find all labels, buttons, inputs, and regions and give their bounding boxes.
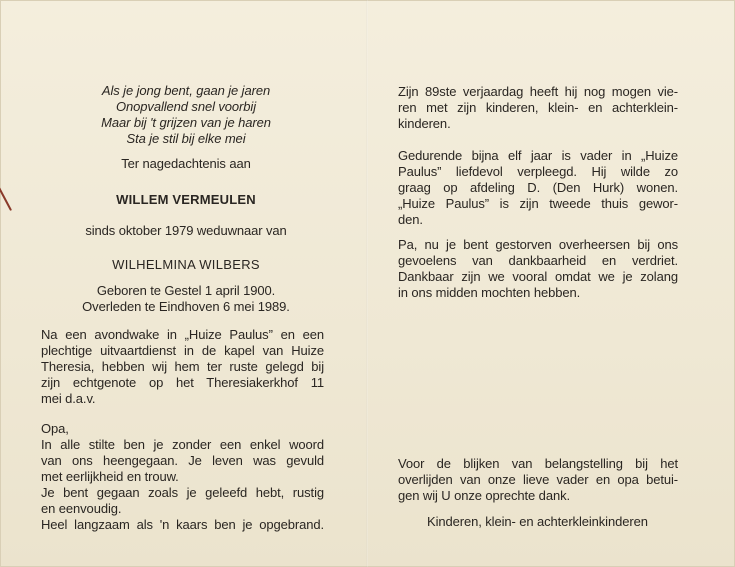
pen-mark bbox=[0, 187, 12, 211]
paragraph-line: den. bbox=[398, 212, 423, 227]
paragraph-line: Theresia, hebben wij hem ter ruste gelegd bij bbox=[41, 359, 324, 374]
paragraph-line: mei d.a.v. bbox=[41, 391, 96, 406]
widower-line: sinds oktober 1979 weduwnaar van bbox=[85, 223, 287, 238]
paragraph-line: gen wij U onze oprechte dank. bbox=[398, 488, 570, 503]
paragraph-line: Na een avondwake in „Huize Paulus” en een bbox=[41, 327, 324, 342]
paragraph-line: Gedurende bijna elf jaar is vader in „Huize bbox=[398, 148, 678, 163]
paragraph-line: Opa, bbox=[41, 421, 69, 436]
died-line: Overleden te Eindhoven 6 mei 1989. bbox=[82, 299, 290, 314]
care-paragraph bbox=[398, 148, 678, 228]
paragraph-line: Heel langzaam als 'n kaars ben je opgebrand. bbox=[41, 517, 324, 532]
opa-paragraph bbox=[41, 421, 324, 533]
paragraph-line: Je bent gegaan zoals je geleefd hebt, rustig bbox=[41, 485, 324, 500]
poem-line: Maar bij 't grijzen van je haren bbox=[101, 115, 271, 130]
poem-line: Onopvallend snel voorbij bbox=[116, 99, 256, 114]
memory-line: Ter nagedachtenis aan bbox=[121, 156, 251, 171]
deceased-name: WILLEM VERMEULEN bbox=[116, 192, 256, 207]
thanks-paragraph bbox=[398, 456, 678, 504]
paragraph-line: in ons midden mochten hebben. bbox=[398, 285, 581, 300]
paragraph-line: „Huize Paulus” is zijn tweede thuis gewor- bbox=[398, 196, 678, 211]
paragraph-line: graag op afdeling D. (Den Hurk) wonen. bbox=[398, 180, 678, 195]
paragraph-line: Paulus” liefdevol verpleegd. Hij wilde zo bbox=[398, 164, 678, 179]
spouse-name: WILHELMINA WILBERS bbox=[112, 257, 260, 272]
paragraph-line: en eenvoudig. bbox=[41, 501, 122, 516]
paragraph-line: Pa, nu je bent gestorven overheersen bij ons bbox=[398, 237, 678, 252]
service-paragraph bbox=[41, 327, 324, 407]
paragraph-line: overlijden van onze lieve vader en opa betui- bbox=[398, 472, 678, 487]
paragraph-line: Voor de blijken van belangstelling bij het bbox=[398, 456, 678, 471]
poem bbox=[86, 83, 286, 147]
paragraph-line: plechtige uitvaartdienst in de kapel van Huize bbox=[41, 343, 324, 358]
paragraph-line: van ons heengegaan. Je leven was gevuld bbox=[41, 453, 324, 468]
signature: Kinderen, klein- en achterkleinkinderen bbox=[427, 514, 648, 529]
paragraph-line: gevoelens van dankbaarheid en verdriet. bbox=[398, 253, 678, 268]
poem-line: Sta je stil bij elke mei bbox=[126, 131, 246, 146]
birthday-paragraph bbox=[398, 84, 678, 132]
born-line: Geboren te Gestel 1 april 1900. bbox=[96, 283, 276, 298]
paragraph-line: zijn echtgenote op het Theresiakerkhof 11 bbox=[41, 375, 324, 390]
paragraph-line: In alle stilte ben je zonder een enkel woord bbox=[41, 437, 324, 452]
paragraph-line: Zijn 89ste verjaardag heeft hij nog mogen vie- bbox=[398, 84, 678, 99]
paragraph-line: kinderen. bbox=[398, 116, 451, 131]
poem-line: Als je jong bent, gaan je jaren bbox=[101, 83, 271, 98]
paragraph-line: met eerlijkheid en trouw. bbox=[41, 469, 179, 484]
father-paragraph bbox=[398, 237, 678, 301]
paragraph-line: Dankbaar zijn we vooral omdat we je zolang bbox=[398, 269, 678, 284]
paragraph-line: ren met zijn kinderen, klein- en achterklein- bbox=[398, 100, 678, 115]
card-fold bbox=[366, 0, 368, 567]
